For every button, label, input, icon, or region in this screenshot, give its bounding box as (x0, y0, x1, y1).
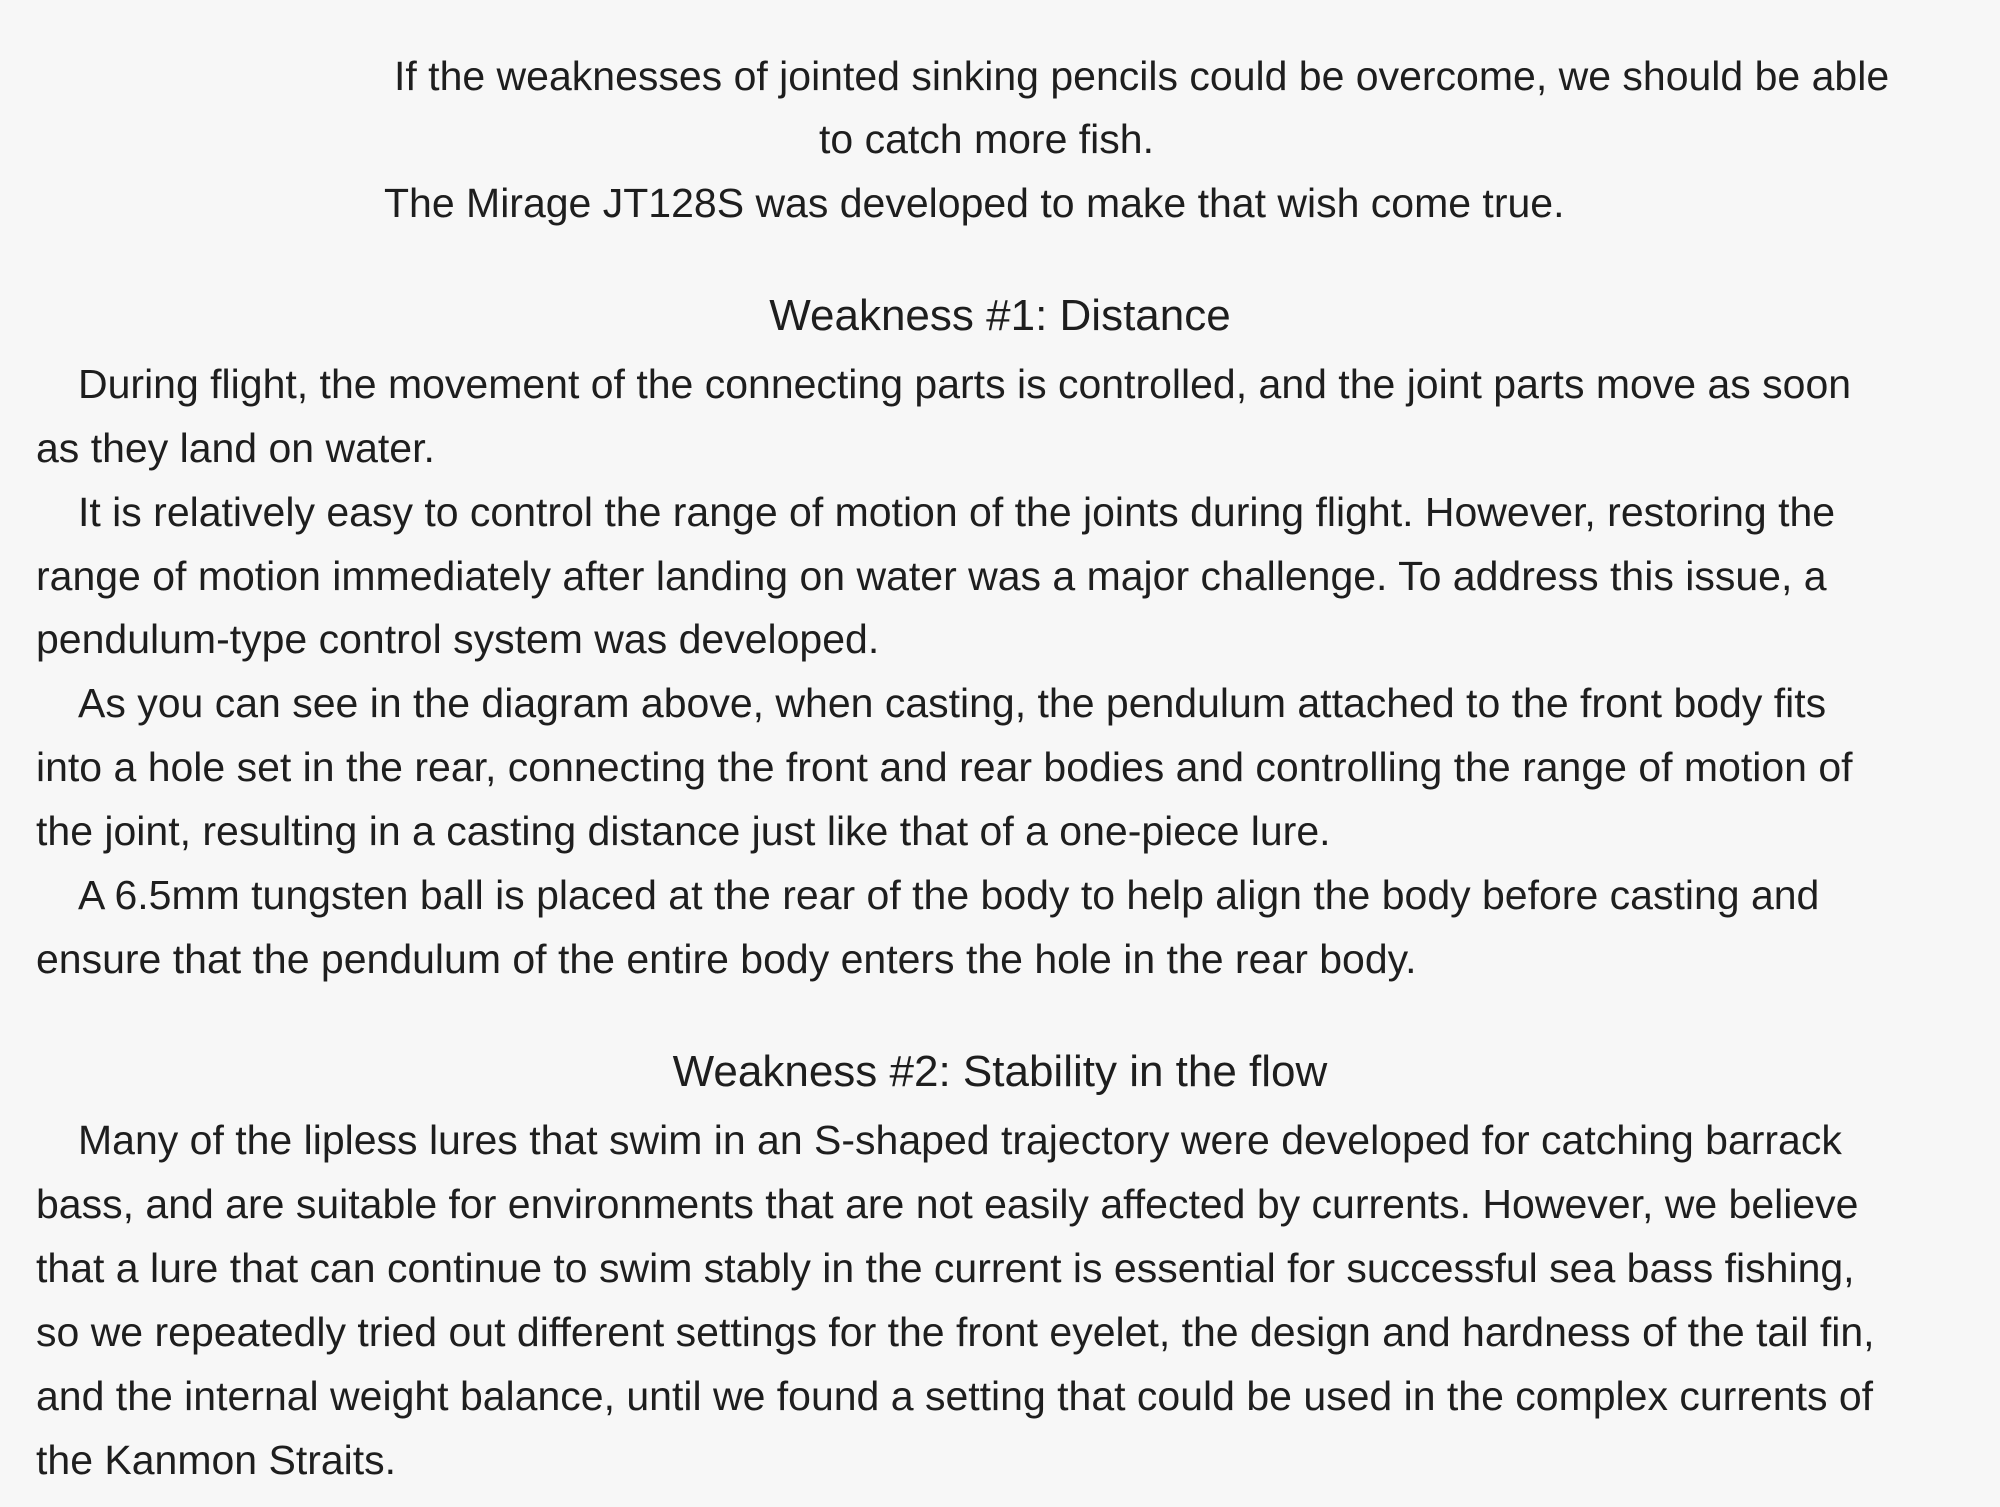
section-1-line: the joint, resulting in a casting distance just like that of a one-piece lure. (36, 808, 1331, 854)
section-2-line: the Kanmon Straits. (36, 1437, 397, 1483)
section-1-line: range of motion immediately after landing on water was a major challenge. To address this issue, a (36, 553, 1827, 599)
section-1-line: A 6.5mm tungsten ball is placed at the rear of the body to help align the body before casting and (78, 872, 1820, 918)
section-1-line: ensure that the pendulum of the entire body enters the hole in the rear body. (36, 936, 1417, 982)
section-2-line: that a lure that can continue to swim stably in the current is essential for successful sea bass fishing, (36, 1245, 1855, 1291)
section-1-line: into a hole set in the rear, connecting the front and rear bodies and controlling the range of motion of (36, 744, 1853, 790)
intro-line-1: If the weaknesses of jointed sinking pencils could be overcome, we should be able (394, 53, 1890, 99)
section-2-line: and the internal weight balance, until we found a setting that could be used in the complex currents of (36, 1373, 1874, 1419)
intro-line-2: to catch more fish. (819, 116, 1154, 162)
section-2-heading: Weakness #2: Stability in the flow (672, 1047, 1328, 1096)
section-2-line: so we repeatedly tried out different settings for the front eyelet, the design and hardness of the tail fin, (36, 1309, 1875, 1355)
section-1-heading: Weakness #1: Distance (769, 291, 1231, 340)
intro-line-3: The Mirage JT128S was developed to make that wish come true. (384, 180, 1565, 226)
section-1-line: as they land on water. (36, 425, 435, 471)
section-2-line: bass, and are suitable for environments that are not easily affected by currents. However, we believe (36, 1181, 1859, 1227)
section-2-line: Many of the lipless lures that swim in an S-shaped trajectory were developed for catching barrack (78, 1117, 1842, 1163)
section-1-line: It is relatively easy to control the range of motion of the joints during flight. However, restoring the (78, 489, 1836, 535)
section-1-line: During flight, the movement of the connecting parts is controlled, and the joint parts move as soon (78, 361, 1852, 407)
section-1-line: pendulum-type control system was developed. (36, 616, 880, 662)
section-1-line: As you can see in the diagram above, when casting, the pendulum attached to the front body fits (78, 680, 1827, 726)
